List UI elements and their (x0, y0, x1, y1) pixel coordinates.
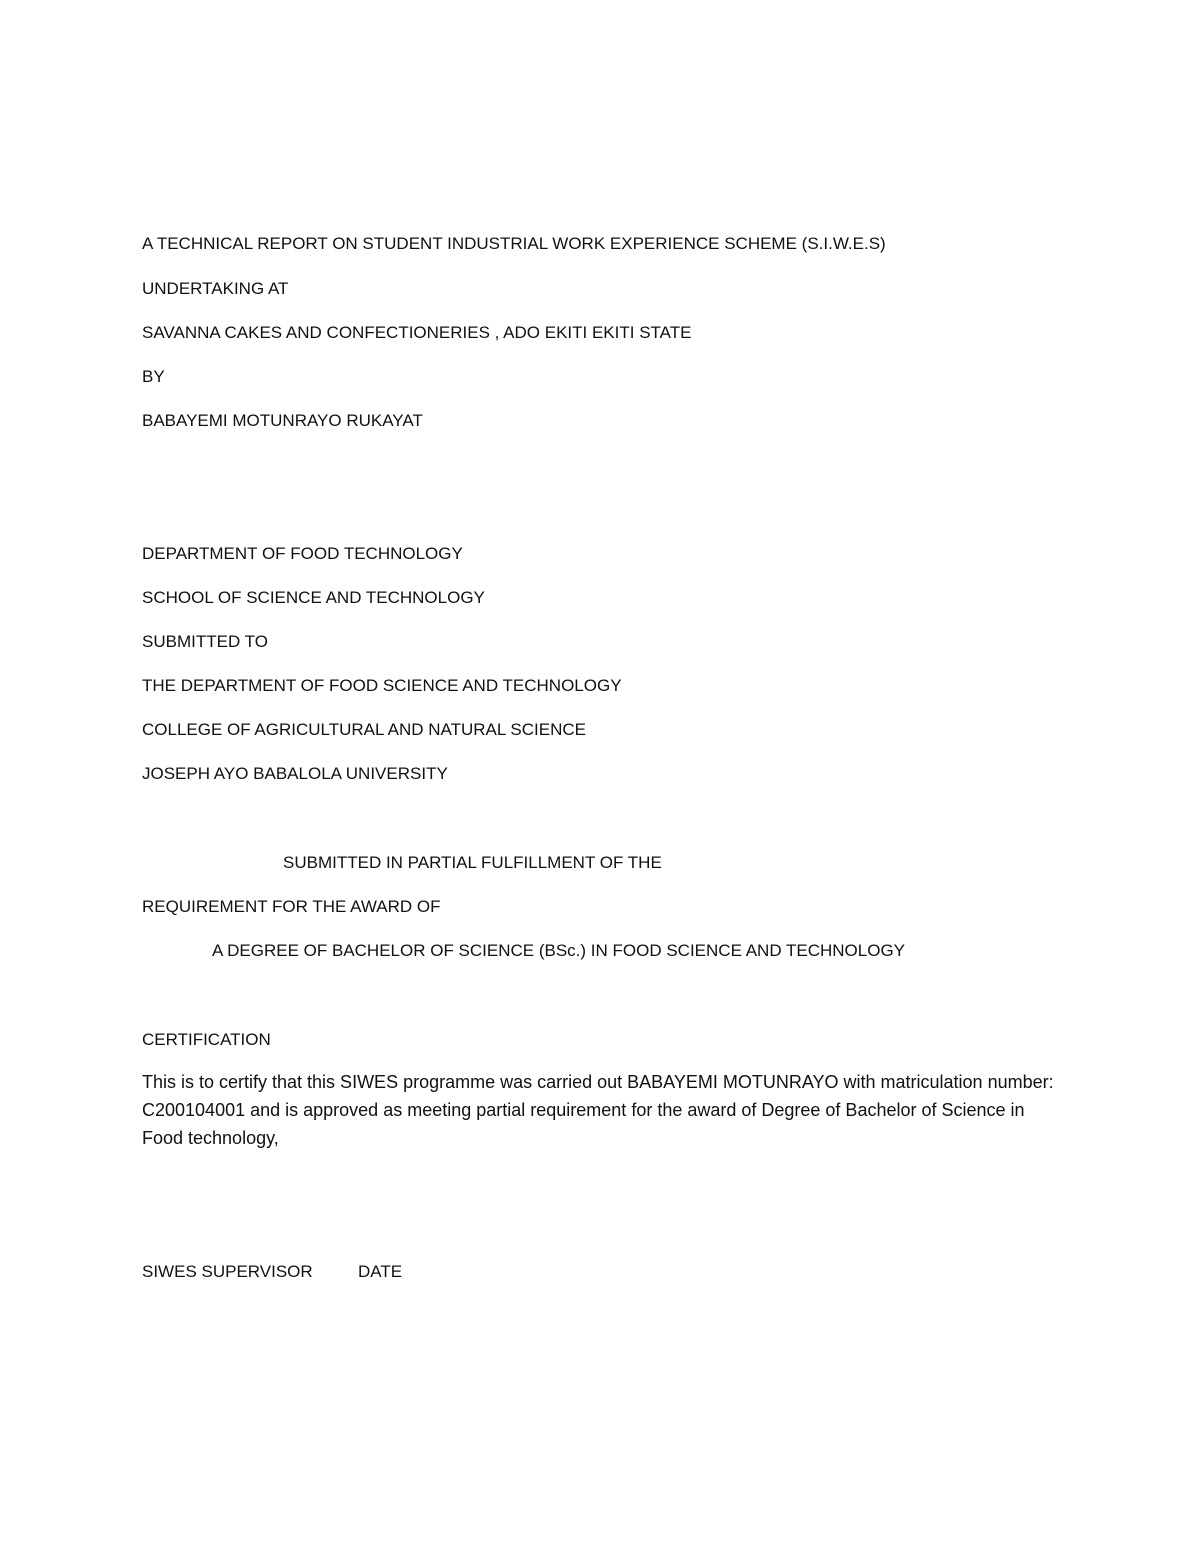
certification-heading: CERTIFICATION (142, 1030, 271, 1049)
company-name: SAVANNA CAKES AND CONFECTIONERIES , ADO EKITI EKITI STATE (142, 323, 692, 342)
fulfillment-line-2: REQUIREMENT FOR THE AWARD OF (142, 897, 441, 916)
school-name: SCHOOL OF SCIENCE AND TECHNOLOGY (142, 588, 485, 607)
supervisor-label: SIWES SUPERVISOR (142, 1262, 313, 1281)
fulfillment-line-1: SUBMITTED IN PARTIAL FULFILLMENT OF THE (283, 853, 662, 872)
university-name: JOSEPH AYO BABALOLA UNIVERSITY (142, 764, 448, 783)
student-name: BABAYEMI MOTUNRAYO RUKAYAT (142, 411, 423, 430)
target-department: THE DEPARTMENT OF FOOD SCIENCE AND TECHNOLOGY (142, 676, 622, 695)
report-title: A TECHNICAL REPORT ON STUDENT INDUSTRIAL WORK EXPERIENCE SCHEME (S.I.W.E.S) (142, 234, 886, 253)
date-label: DATE (358, 1262, 403, 1281)
by-label: BY (142, 367, 165, 386)
college-name: COLLEGE OF AGRICULTURAL AND NATURAL SCIENCE (142, 720, 586, 739)
undertaking-label: UNDERTAKING AT (142, 279, 289, 298)
certification-body: This is to certify that this SIWES programme was carried out BABAYEMI MOTUNRAYO with matriculation number: C200104001 and is approved as meeting partial requirement for the award of Degree of Bachelor of Science in Food technology, (142, 1072, 1054, 1148)
department-name: DEPARTMENT OF FOOD TECHNOLOGY (142, 544, 463, 563)
submitted-to-label: SUBMITTED TO (142, 632, 268, 651)
fulfillment-line-3: A DEGREE OF BACHELOR OF SCIENCE (BSc.) IN FOOD SCIENCE AND TECHNOLOGY (212, 941, 906, 960)
